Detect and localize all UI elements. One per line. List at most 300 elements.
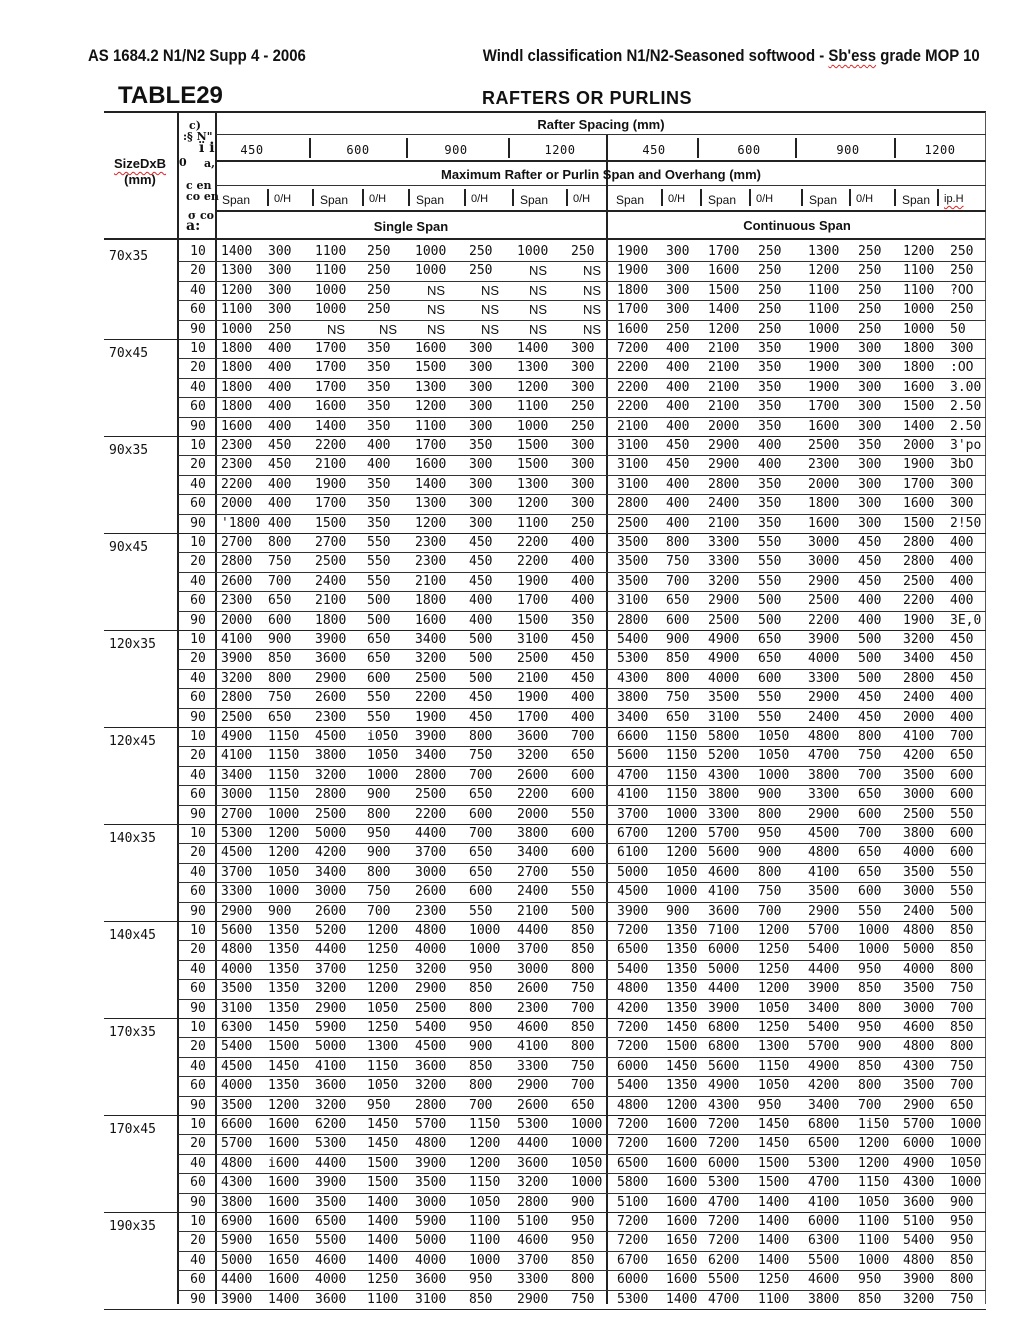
overhang-cell: 1600 [268,1194,300,1210]
overhang-cell: 900 [469,1039,493,1055]
overhang-cell: 1400 [367,1194,399,1210]
span-cell: 6700 [617,1252,649,1268]
wind-speed-cell: 20 [190,457,206,473]
subheader-divider [894,189,896,206]
overhang-cell: 1200 [268,845,300,861]
subheader-divider [937,189,939,206]
span-cell: 5400 [221,1039,253,1055]
span-cell: 3300 [708,554,740,570]
span-cell: 2500 [517,651,549,667]
span-cell: 4400 [808,961,840,977]
span-cell: 5700 [221,1136,253,1152]
table-row [0,242,1022,261]
overhang-cell: 550 [950,864,974,880]
overhang-cell: 800 [367,806,391,822]
overhang-cell: 350 [758,515,782,531]
table-row [0,591,1022,610]
span-cell: 2500 [903,573,935,589]
span-cell: 1300 [517,360,549,376]
member-size: 140x35 [109,831,156,846]
size-label-line1: SizeDxB [113,156,167,171]
overhang-cell: 350 [758,496,782,512]
overhang-cell: 250 [758,263,782,279]
span-cell: 5700 [708,826,740,841]
span-cell: 2700 [221,535,253,550]
span-cell: 1900 [415,709,447,725]
span-cell: 4500 [315,729,347,744]
overhang-cell: 850 [268,651,292,667]
span-cell: 3200 [415,1078,447,1094]
overhang-cell: 850 [950,923,974,938]
table-row [0,649,1022,668]
spacing-divider-single-1200 [508,138,510,158]
overhang-cell: NS [481,321,500,337]
wind-speed-cell: 40 [190,864,206,880]
span-cell: 5900 [415,1214,447,1229]
span-cell: 4900 [708,651,740,667]
overhang-cell: 1200 [666,845,698,861]
overhang-cell: 300 [469,496,493,512]
span-cell: 1100 [517,399,549,415]
overhang-cell: 650 [666,593,690,609]
wind-speed-cell: 40 [190,767,206,783]
overhang-cell: 600 [950,767,974,783]
span-cell: 3900 [708,1000,740,1016]
span-cell: 2200 [415,690,447,706]
overhang-cell: 250 [571,418,595,434]
overhang-cell: 1300 [758,1039,790,1055]
span-cell: 2300 [415,554,447,570]
overhang-cell: 800 [666,535,690,550]
overhang-cell: 1450 [666,1058,698,1074]
span-cell: 6000 [903,1136,935,1152]
overhang-cell: 550 [367,573,391,589]
span-cell: 3400 [415,748,447,764]
wind-speed-cell: 60 [190,399,206,415]
overhang-cell: 950 [758,826,782,841]
overhang-cell: 700 [666,573,690,589]
overhang-cell: 350 [858,438,882,453]
span-cell: 2200 [517,554,549,570]
overhang-cell: 350 [367,515,391,531]
overhang-cell: 1450 [268,1020,300,1035]
span-cell: 3600 [517,729,549,744]
span-cell: 7200 [617,1214,649,1229]
span-cell: 1000 [903,321,935,337]
overhang-cell: 1050 [758,729,790,744]
overhang-cell: 250 [571,399,595,415]
span-cell: 1500 [903,515,935,531]
overhang-cell: 800 [571,1272,595,1288]
span-cell: 7200 [708,1214,740,1229]
span-cell: 1600 [808,418,840,434]
overhang-cell: 300 [268,282,292,298]
overhang-cell: 1200 [758,923,790,938]
span-cell: 1800 [221,379,253,395]
span-cell: 4700 [617,767,649,783]
overhang-cell: NS [481,302,500,318]
rafter-spacing-rule [216,134,986,135]
span-cell: 1900 [315,476,347,492]
overhang-cell: 750 [666,554,690,570]
span-cell: 1700 [517,709,549,725]
overhang-cell: 1050 [950,1155,982,1171]
span-cell: 1000 [415,263,447,279]
overhang-cell: 800 [858,1078,882,1094]
span-cell: 1100 [808,302,840,318]
overhang-cell: 650 [268,709,292,725]
wind-speed-cell: 90 [190,1194,206,1210]
overhang-cell: 950 [950,1214,974,1229]
overhang-cell: 700 [571,729,595,744]
span-cell: 3500 [808,884,840,900]
span-cell: 5900 [221,1233,253,1249]
wind-speed-cell: 60 [190,593,206,609]
overhang-cell: 250 [367,282,391,298]
subheader-divider [312,189,314,206]
span-cell: 1200 [708,321,740,337]
span-cell: 2200 [617,379,649,395]
span-cell: 3800 [808,1291,840,1307]
table-row [0,320,1022,339]
span-cell: 1400 [415,476,447,492]
overhang-cell: 400 [571,535,595,550]
table-row [0,1193,1022,1212]
span-cell: 2700 [315,535,347,550]
wind-speed-cell: 40 [190,1155,206,1171]
span-cell: 1600 [415,612,447,628]
wind-speed-cell: 20 [190,1136,206,1152]
overhang-cell: 700 [571,1078,595,1094]
table-row [0,1231,1022,1250]
span-cell: 2900 [415,981,447,997]
span-cell: 4300 [708,1097,740,1113]
overhang-cell: 2!50 [950,515,982,531]
overhang-cell: 1350 [666,981,698,997]
span-cell: 7200 [617,1020,649,1035]
span-cell: 4600 [517,1233,549,1249]
span-cell: 5500 [315,1233,347,1249]
wind-speed-cell: 20 [190,360,206,376]
span-cell: 7200 [617,1039,649,1055]
wind-speed-cell: 20 [190,748,206,764]
overhang-cell: 1050 [367,1000,399,1016]
span-cell: 5500 [808,1252,840,1268]
wind-speed-cell: 90 [190,418,206,434]
span-cell: NS [427,302,446,318]
overhang-cell: 1000 [571,1136,603,1152]
overhang-cell: 300 [571,379,595,395]
overhang-cell: 400 [666,496,690,512]
overhang-cell: 550 [950,884,974,900]
wind-column-glyph: c en [186,179,212,192]
overhang-cell: 1150 [469,1117,501,1132]
span-cell: 5400 [808,1020,840,1035]
overhang-cell: 700 [469,826,493,841]
span-cell: 7200 [617,1136,649,1152]
span-cell: 6600 [617,729,649,744]
overhang-cell: 400 [666,476,690,492]
span-cell: 5100 [517,1214,549,1229]
span-cell: 1500 [517,438,549,453]
overhang-cell: 400 [758,457,782,473]
span-cell: 3200 [903,1291,935,1307]
overhang-cell: 950 [950,1233,974,1249]
overhang-cell: 1350 [268,981,300,997]
overhang-cell: 900 [666,903,690,919]
overhang-cell: 500 [469,651,493,667]
overhang-cell: 800 [858,1000,882,1016]
overhang-cell: 1600 [666,1175,698,1191]
overhang-cell: 250 [666,321,690,337]
table-number: TABLE29 [118,82,223,109]
overhang-cell: 1050 [367,748,399,764]
overhang-cell: 1650 [666,1233,698,1249]
span-cell: 3900 [315,1175,347,1191]
span-cell: 3500 [903,981,935,997]
span-cell: 2600 [415,884,447,900]
overhang-cell: 800 [950,961,974,977]
span-cell: 7200 [617,341,649,356]
span-cell: 6200 [315,1117,347,1132]
overhang-cell: 400 [268,379,292,395]
member-size: 70x45 [109,346,149,361]
span-cell: 1000 [221,321,253,337]
overhang-cell: 250 [858,321,882,337]
overhang-cell: 1350 [268,961,300,977]
span-cell: 2200 [517,787,549,803]
span-cell: 4600 [808,1272,840,1288]
span-cell: 7200 [617,923,649,938]
span-cell: 1000 [315,282,347,298]
span-cell: 1300 [808,244,840,259]
overhang-cell: ?OO [950,282,974,298]
table-row [0,378,1022,397]
span-cell: 3900 [315,632,347,647]
overhang-cell: 1150 [758,1058,790,1074]
overhang-cell: 550 [367,690,391,706]
span-cell: 5300 [617,1291,649,1307]
span-cell: 5500 [708,1272,740,1288]
overhang-cell: 1600 [666,1117,698,1132]
overhang-cell: 400 [950,690,974,706]
overhang-subheader: ip.H [944,193,964,205]
overhang-cell: 1000 [469,1252,501,1268]
span-cell: 3700 [517,942,549,958]
overhang-cell: 450 [858,573,882,589]
overhang-cell: NS [583,321,602,337]
overhang-cell: 300 [858,399,882,415]
span-cell: 4000 [903,845,935,861]
span-cell: 3400 [617,709,649,725]
overhang-cell: 600 [571,787,595,803]
span-cell: 1900 [808,360,840,376]
span-cell: 5900 [315,1020,347,1035]
overhang-cell: 250 [367,302,391,318]
overhang-cell: 850 [666,651,690,667]
spacing-label: 900 [836,143,860,157]
span-cell: 1800 [221,341,253,356]
span-cell: 1800 [617,282,649,298]
wind-speed-cell: 60 [190,1272,206,1288]
overhang-cell: 350 [367,379,391,395]
overhang-cell: 500 [367,593,391,609]
overhang-cell: 450 [469,709,493,725]
table-row [0,1134,1022,1153]
wind-speed-cell: 40 [190,1058,206,1074]
span-cell: 1900 [517,690,549,706]
span-cell: 2100 [708,515,740,531]
overhang-cell: 850 [858,1058,882,1074]
overhang-cell: 550 [758,554,782,570]
span-cell: NS [529,282,548,298]
overhang-cell: 400 [858,612,882,628]
overhang-cell: 300 [858,341,882,356]
overhang-cell: 250 [367,244,391,259]
overhang-cell: 950 [858,961,882,977]
overhang-cell: 450 [950,632,974,647]
overhang-cell: 1000 [758,767,790,783]
span-cell: 3200 [221,670,253,686]
span-cell: 4800 [808,729,840,744]
wind-speed-cell: 40 [190,670,206,686]
overhang-cell: 850 [571,1252,595,1268]
overhang-cell: 1650 [268,1252,300,1268]
overhang-cell: 1250 [758,961,790,977]
span-cell: 3000 [808,535,840,550]
span-cell: 7200 [708,1117,740,1132]
overhang-cell: 3bO [950,457,974,473]
overhang-cell: 400 [666,379,690,395]
span-cell: 2000 [903,709,935,725]
span-cell: 4000 [315,1272,347,1288]
table-row [0,397,1022,416]
overhang-cell: 550 [758,573,782,589]
overhang-cell: 400 [950,593,974,609]
span-cell: 1600 [221,418,253,434]
overhang-cell: 950 [571,1214,595,1229]
overhang-cell: 900 [758,787,782,803]
spacing-divider-single-600 [309,138,311,158]
span-cell: 3200 [708,573,740,589]
span-cell: 1000 [903,302,935,318]
span-subheader: Span [902,193,931,207]
span-cell: 5700 [415,1117,447,1132]
overhang-cell: 1050 [367,1078,399,1094]
span-cell: 3300 [221,884,253,900]
span-cell: 3800 [708,787,740,803]
span-cell: 3200 [415,961,447,977]
overhang-cell: 650 [858,787,882,803]
overhang-cell: 500 [469,670,493,686]
wind-speed-cell: 90 [190,709,206,725]
subheader-divider [661,189,663,206]
overhang-cell: 850 [950,942,974,958]
span-cell: 1100 [221,302,253,318]
overhang-cell: 300 [571,496,595,512]
table-row [0,475,1022,494]
overhang-cell: 400 [268,360,292,376]
span-cell: 3100 [617,476,649,492]
overhang-cell: 800 [950,1272,974,1288]
span-cell: 4900 [808,1058,840,1074]
span-cell: 3600 [517,1155,549,1171]
overhang-cell: 300 [268,302,292,318]
span-cell: 1100 [315,263,347,279]
span-cell: 4400 [415,826,447,841]
overhang-cell: 1450 [268,1058,300,1074]
overhang-cell: 1250 [367,1272,399,1288]
span-cell: 5200 [708,748,740,764]
span-cell: 4100 [903,729,935,744]
overhang-cell: 900 [367,787,391,803]
overhang-cell: 450 [858,709,882,725]
span-cell: 6500 [617,1155,649,1171]
span-cell: 4800 [808,845,840,861]
span-cell: 2100 [415,573,447,589]
span-cell: 1800 [903,341,935,356]
span-cell: 7200 [617,1233,649,1249]
span-cell: 4300 [708,767,740,783]
overhang-cell: 900 [571,1194,595,1210]
span-cell: 2600 [315,690,347,706]
member-size: 140x45 [109,928,156,943]
span-cell: 6000 [708,942,740,958]
table-row [0,999,1022,1018]
overhang-cell: 450 [950,670,974,686]
overhang-cell: 1600 [268,1136,300,1152]
overhang-cell: 950 [469,961,493,977]
span-cell: 5300 [708,1175,740,1191]
overhang-cell: 2.50 [950,399,982,415]
span-cell: 3000 [903,787,935,803]
overhang-cell: 400 [858,593,882,609]
overhang-cell: 350 [367,341,391,356]
overhang-cell: 500 [758,612,782,628]
span-cell: 2400 [517,884,549,900]
overhang-cell: 450 [858,554,882,570]
overhang-cell: 350 [758,418,782,434]
span-cell: 1300 [221,263,253,279]
overhang-cell: 1200 [268,1097,300,1113]
table-row [0,882,1022,901]
span-cell: 2100 [517,903,549,919]
span-cell: 1600 [903,496,935,512]
overhang-cell: 950 [367,1097,391,1113]
span-cell: 3500 [903,1078,935,1094]
overhang-cell: 500 [950,903,974,919]
span-cell: 1800 [315,612,347,628]
span-cell: 7100 [708,923,740,938]
overhang-cell: 300 [571,341,595,356]
span-cell: 5300 [221,826,253,841]
subheader-divider [566,189,568,206]
span-cell: 1100 [903,282,935,298]
member-size: 90x35 [109,443,149,458]
span-cell: 3400 [315,864,347,880]
overhang-cell: 950 [758,1097,782,1113]
span-cell: 4100 [517,1039,549,1055]
overhang-cell: 800 [758,864,782,880]
span-cell: 3900 [903,1272,935,1288]
span-cell: 1000 [808,321,840,337]
overhang-cell: 1400 [758,1252,790,1268]
overhang-cell: 400 [571,709,595,725]
overhang-cell: 3'po [950,438,982,453]
wind-column-glyph: a, [204,157,215,170]
span-cell: 4800 [903,923,935,938]
span-cell: 1200 [903,244,935,259]
